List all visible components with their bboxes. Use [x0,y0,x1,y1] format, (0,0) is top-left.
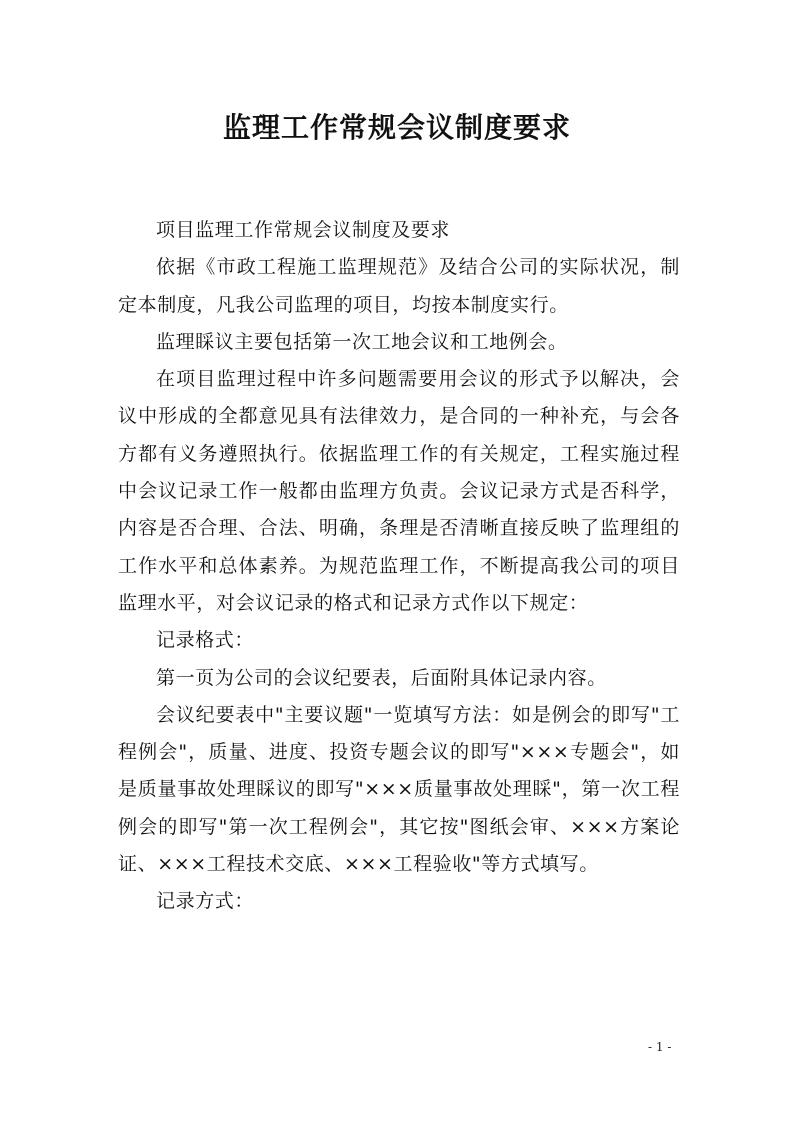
paragraph: 记录格式： [156,629,255,652]
paragraph: 依据《市政工程施工监理规范》及结合公司的实际状况，制定本制度，凡我公司监理的项目，均按本制度实行。 [118,256,680,316]
paragraph: 记录方式： [156,890,255,913]
paragraph: 监理睬议主要包括第一次工地会议和工地例会。 [156,330,568,353]
document-title: 监理工作常规会议制度要求 [222,111,571,144]
paragraph: 会议纪要表中"主要议题"一览填写方法：如是例会的即写"工程例会"，质量、进度、投资专题会议的即写"×××专题会"，如是质量事故处理睬议的即写"×××质量事故处理睬"，第一次工程例会的即写"第一次工程例会"，其它按"图纸会审、×××方案论证、×××工程技术交底、×××工程验收"等方式填写。 [118,703,680,876]
document-body [118,212,680,921]
paragraph: 第一页为公司的会议纪要表，后面附具体记录内容。 [156,666,607,689]
page-number: - 1 - [648,1040,672,1054]
paragraph: 项目监理工作常规会议制度及要求 [156,219,451,241]
paragraph: 在项目监理过程中许多问题需要用会议的形式予以解决，会议中形成的全都意见具有法律效力，是合同的一种补充，与会各方都有义务遵照执行。依据监理工作的有关规定，工程实施过程中会议记录工作一般都由监理方负责。会议记录方式是否科学，内容是否合理、合法、明确，条理是否清晰直接反映了监理组的工作水平和总体素养。为规范监理工作，不断提高我公司的项目监理水平，对会议记录的格式和记录方式作以下规定： [118,368,680,614]
